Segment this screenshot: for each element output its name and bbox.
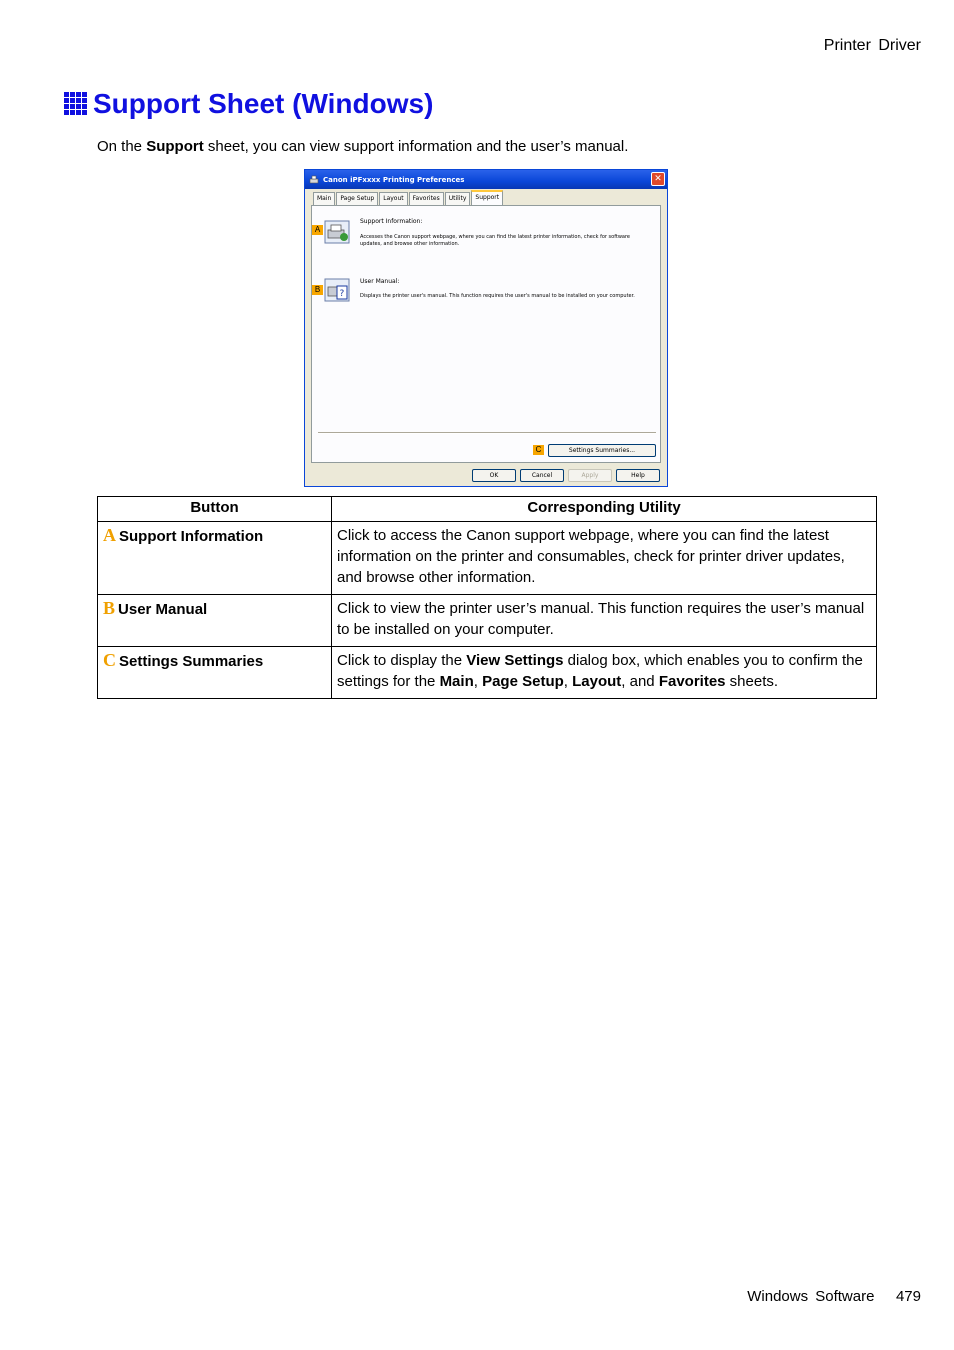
header-button: Button [98,497,332,522]
user-manual-label: User Manual: [360,278,400,285]
utility-desc: Click to view the printer user’s manual. This function requires the user’s manual to be installed on your computer. [332,595,877,647]
desc-bold: Layout [572,673,622,690]
svg-text:?: ? [339,289,345,299]
page-footer [747,1288,921,1305]
help-button[interactable]: Help [616,469,660,482]
panel-separator [318,432,656,434]
footer-section: Windows Software [747,1288,875,1305]
button-name: User Manual [118,601,208,618]
tab-layout[interactable]: Layout [379,192,407,205]
tab-page-setup[interactable]: Page Setup [336,192,378,205]
marker-b: B [312,285,323,295]
button-cell [98,595,332,647]
desc-bold: View Settings [466,652,564,669]
table-row [98,595,877,647]
tab-utility[interactable]: Utility [445,192,471,205]
support-panel [311,205,661,463]
button-cell [98,647,332,699]
page-number: 479 [895,1288,921,1305]
grid-bullet-icon [64,92,88,116]
desc-text: , [563,673,573,690]
table-row [98,647,877,699]
utility-desc [332,647,877,699]
ok-button[interactable]: OK [472,469,516,482]
dialog-titlebar [305,170,667,189]
tab-favorites[interactable]: Favorites [409,192,444,205]
utility-desc: Click to access the Canon support webpage, where you can find the latest information on the printer and consumables, check for printer driver updates, and browse other information. [332,522,877,595]
intro-text-1: On the [97,138,147,155]
apply-button[interactable]: Apply [568,469,612,482]
printing-preferences-dialog [304,169,668,487]
page-title [64,88,433,120]
support-information-icon[interactable] [324,220,350,244]
table-header-row [98,497,877,522]
close-button[interactable]: ✕ [651,172,665,186]
desc-text: dialog box, which enables you to confirm the settings for the [337,652,863,690]
letter-c: C [103,650,116,670]
header-utility: Corresponding Utility [332,497,877,522]
marker-a: A [312,225,323,235]
desc-bold: Favorites [658,673,726,690]
button-name: Support Information [119,528,264,545]
letter-a: A [103,525,116,545]
desc-text: , and [621,673,659,690]
support-information-label: Support Information: [360,218,423,225]
settings-summaries-button[interactable]: Settings Summaries... [548,444,656,457]
tab-main[interactable]: Main [313,192,335,205]
letter-b: B [103,598,116,618]
cancel-button[interactable]: Cancel [520,469,564,482]
button-cell [98,522,332,595]
dialog-title: Canon iPFxxxx Printing Preferences [323,175,465,184]
tab-support[interactable]: Support [471,190,503,206]
user-manual-icon[interactable] [324,278,350,302]
printer-icon [309,175,319,185]
dialog-tabs [313,192,504,206]
desc-text: Click to display the [337,652,467,669]
intro-paragraph [97,138,628,155]
button-name: Settings Summaries [119,653,264,670]
title-text: Support Sheet (Windows) [93,88,434,119]
desc-text: , [473,673,483,690]
user-manual-desc: Displays the printer user's manual. This function requires the user's manual to be installed on your computer. [360,293,635,299]
utility-table [97,496,877,699]
table-row [98,522,877,595]
desc-bold: Page Setup [482,673,564,690]
desc-text: sheets. [725,673,779,690]
support-information-desc: Accesses the Canon support webpage, where you can find the latest printer information, check for software updates, and browse other information. [360,234,630,247]
running-header: Printer Driver [823,37,921,54]
desc-bold: Main [439,673,474,690]
intro-text-2: sheet, you can view support information and the user’s manual. [203,138,629,155]
marker-c: C [533,445,544,455]
intro-support-bold: Support [146,138,204,155]
